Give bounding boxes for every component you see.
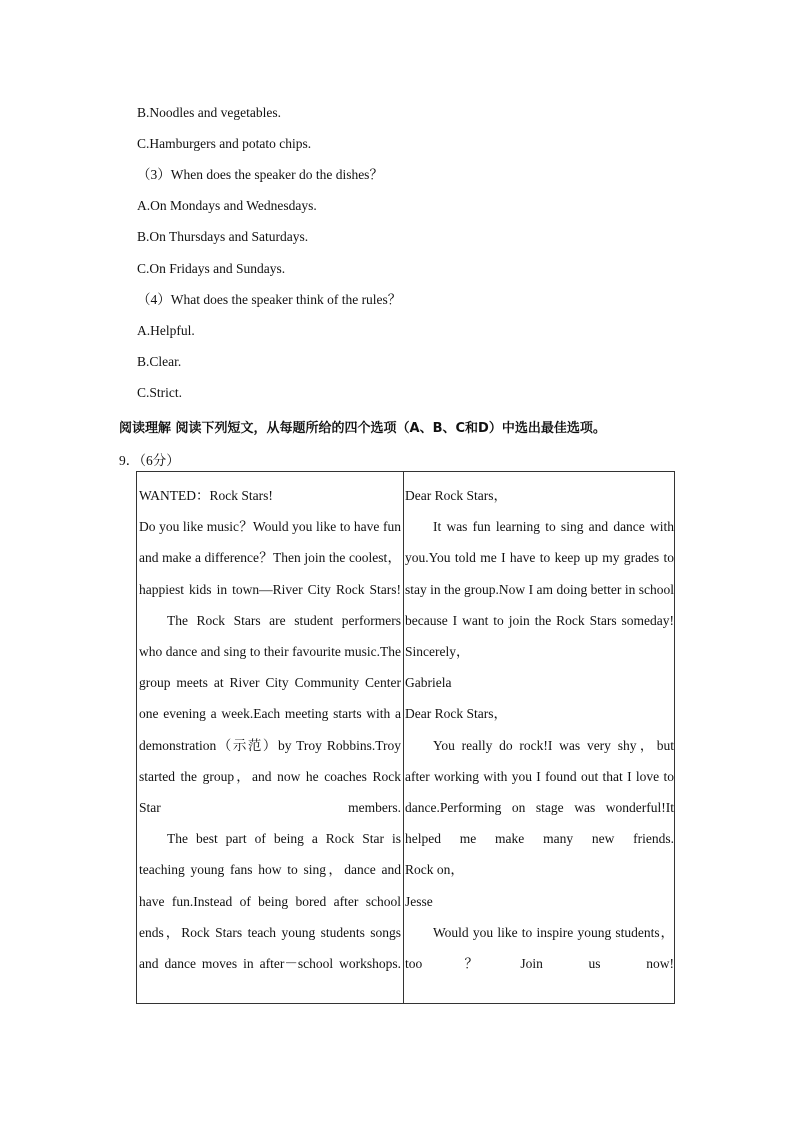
letter-2-greeting: Dear Rock Stars， (405, 706, 507, 722)
section-heading: 阅读理解 阅读下列短文，从每题所给的四个选项（A、B、C和D）中选出最佳选项。 (119, 421, 606, 436)
passage-right-column (405, 480, 674, 979)
left-paragraph-3: The best part of being a Rock Star is teaching young fans how to sing，dance and have fun.Instead of being bored after school ends，Rock Stars teach young students songs and dance moves in after－school workshops. (139, 831, 401, 972)
option-c-strict: C.Strict. (137, 385, 183, 400)
letter-2-body: You really do rock!I was very shy，but after working with you I found out that I love to dance.Performing on stage was wonderful!It helped me make many new friends. (405, 737, 674, 847)
option-a-mondays: A.On Mondays and Wednesdays. (137, 198, 317, 213)
option-a-helpful: A.Helpful. (137, 323, 195, 338)
letter-1-body: It was fun learning to sing and dance with you.You told me I have to keep up my grades to stay in the group.Now I am doing better in school because I want to join the Rock Stars someday! (405, 519, 674, 628)
question-number: 9．（6分） (119, 453, 180, 468)
letter-2-closing: Rock on， (405, 862, 464, 878)
table-divider (403, 471, 404, 1004)
option-b-thursdays: B.On Thursdays and Saturdays. (137, 229, 309, 244)
option-b-clear: B.Clear. (137, 354, 182, 369)
left-paragraph-1: Do you like music？Would you like to have fun and make a difference？Then join the coolest，happiest kids in town—River City Rock Stars! (139, 519, 401, 597)
wanted-title: WANTED：Rock Stars! (139, 488, 273, 503)
letter-1-closing: Sincerely， (405, 644, 470, 660)
passage-left-column (139, 480, 401, 979)
question-3: （3）When does the speaker do the dishes？ (137, 167, 383, 182)
option-c-hamburgers: C.Hamburgers and potato chips. (137, 136, 312, 151)
option-c-fridays: C.On Fridays and Sundays. (137, 261, 286, 276)
option-b-noodles: B.Noodles and vegetables. (137, 105, 281, 120)
left-paragraph-2: The Rock Stars are student performers who dance and sing to their favourite music.The group meets at River City Community Center one evening a week.Each meeting starts with a demonstration（示范）by Troy Robbins.Troy started the group，and now he coaches Rock Star members. (139, 612, 401, 816)
letter-1-signature: Gabriela (405, 675, 452, 691)
closing-invitation: Would you like to inspire young students，too？Join us now! (405, 924, 674, 972)
question-4: （4）What does the speaker think of the rules？ (137, 292, 402, 307)
letter-1-greeting: Dear Rock Stars， (405, 488, 507, 503)
letter-2-signature: Jesse (405, 893, 433, 909)
